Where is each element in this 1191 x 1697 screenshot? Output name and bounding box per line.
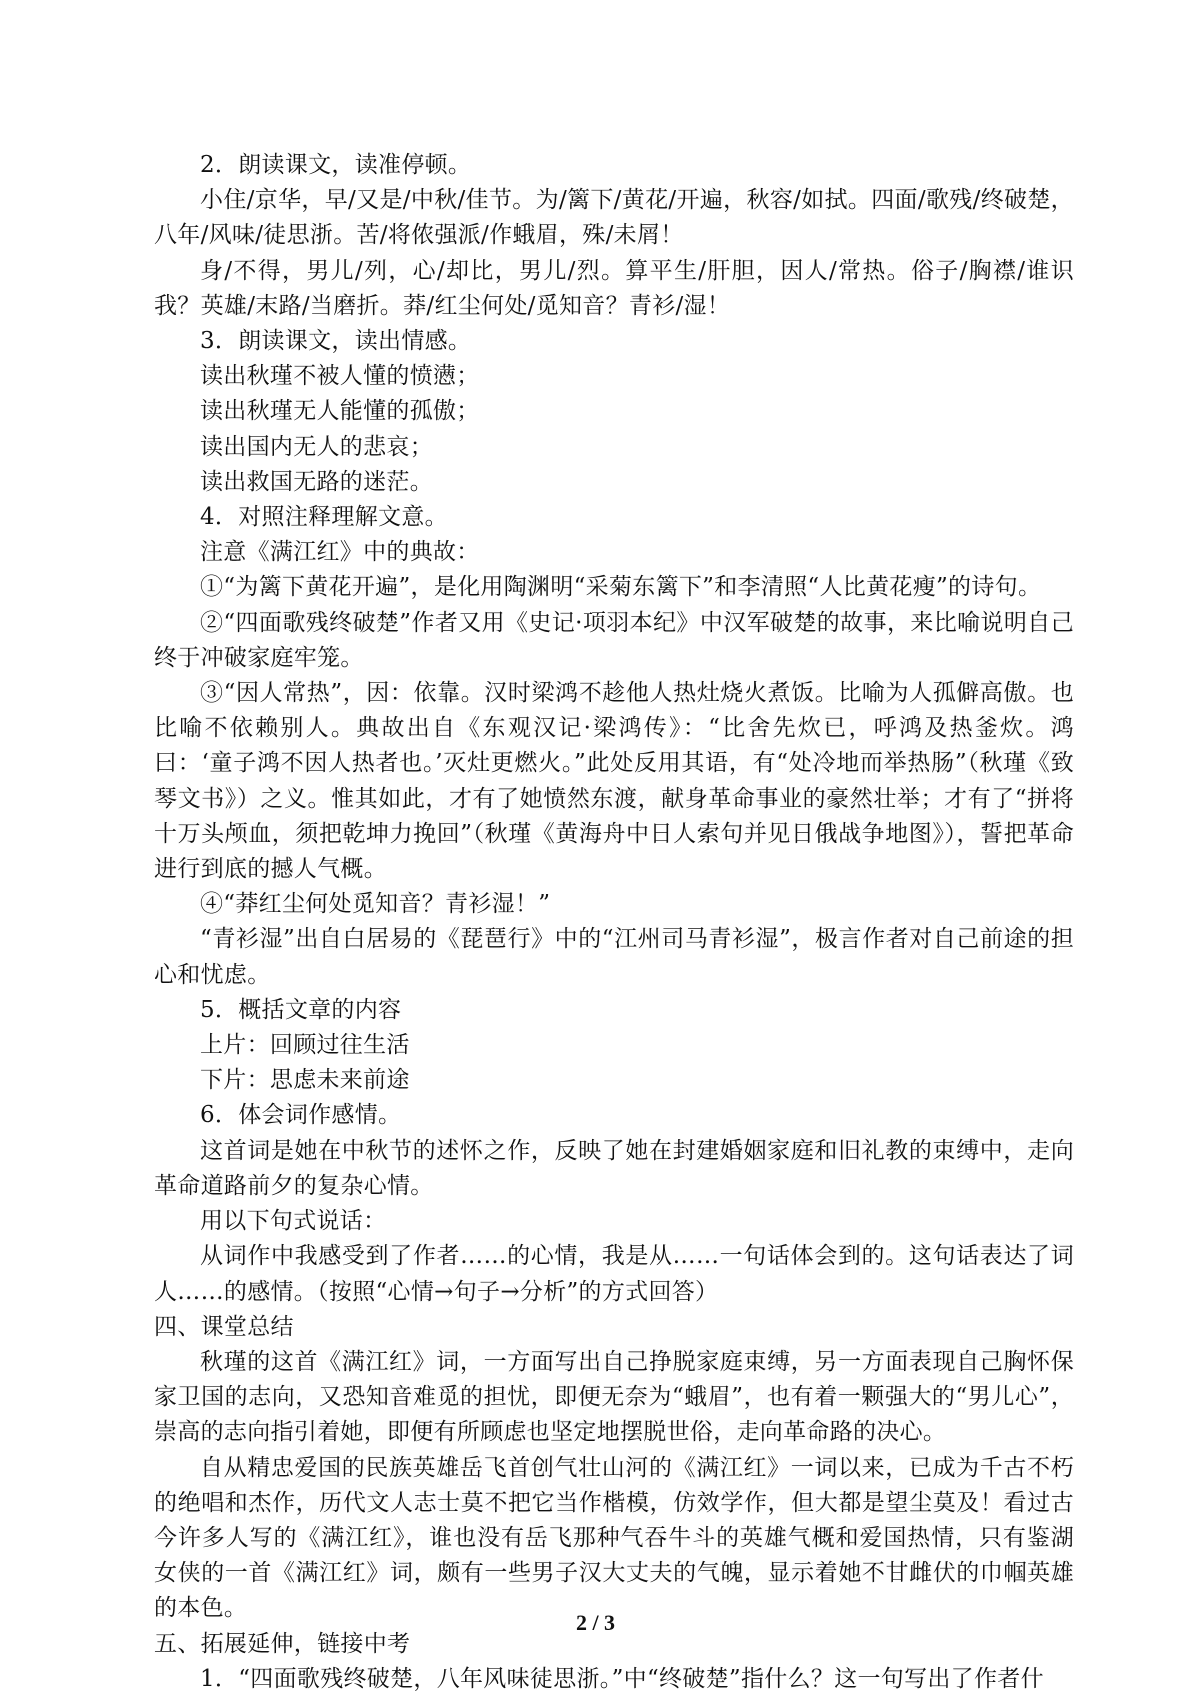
paragraph: 身/不得，男儿/列，心/却比，男儿/烈。算平生/肝胆，因人/常热。俗子/胸襟/谁识我？英雄/末路/当磨折。莽/红尘何处/觅知音？青衫/湿！ <box>154 257 1074 319</box>
paragraph: 读出国内无人的悲哀； <box>200 433 433 460</box>
section-heading: 五、拓展延伸，链接中考 <box>154 1630 411 1657</box>
paragraph: 5．概括文章的内容 <box>200 996 402 1023</box>
paragraph: 这首词是她在中秋节的述怀之作，反映了她在封建婚姻家庭和旧礼教的束缚中，走向革命道路前夕的复杂心情。 <box>154 1137 1074 1199</box>
paragraph: 注意《满江红》中的典故： <box>200 539 480 566</box>
paragraph: 小住/京华，早/又是/中秋/佳节。为/篱下/黄花/开遍，秋容/如拭。四面/歌残/终破楚，八年/风味/徒思浙。苦/将侬强派/作蛾眉，殊/未屑！ <box>154 187 1074 249</box>
paragraph: 用以下句式说话： <box>200 1208 387 1235</box>
paragraph: ②“四面歌残终破楚”作者又用《史记·项羽本纪》中汉军破楚的故事，来比喻说明自己终于冲破家庭牢笼。 <box>154 609 1074 671</box>
paragraph: 1．“四面歌残终破楚，八年风味徒思浙。”中“终破楚”指什么？这一句写出了作者什 <box>200 1665 1044 1692</box>
paragraph: 秋瑾的这首《满江红》词，一方面写出自己挣脱家庭束缚，另一方面表现自己胸怀保家卫国的志向，又恐知音难觅的担忧，即便无奈为“蛾眉”，也有着一颗强大的“男儿心”，崇高的志向指引着她，即便有所顾虑也坚定地摆脱世俗，走向革命路的决心。 <box>154 1348 1074 1446</box>
paragraph: 从词作中我感受到了作者……的心情，我是从……一句话体会到的。这句话表达了词人……的感情。（按照“心情→句子→分析”的方式回答） <box>154 1243 1074 1305</box>
paragraph: ④“莽红尘何处觅知音？青衫湿！” <box>200 891 551 918</box>
paragraph: ①“为篱下黄花开遍”，是化用陶渊明“采菊东篱下”和李清照“人比黄花瘦”的诗句。 <box>200 574 1042 601</box>
paragraph: 读出秋瑾无人能懂的孤傲； <box>200 398 480 425</box>
paragraph: 读出救国无路的迷茫。 <box>200 468 433 495</box>
paragraph: 6．体会词作感情。 <box>200 1102 402 1129</box>
paragraph: ③“因人常热”，因：依靠。汉时梁鸿不趁他人热灶烧火煮饭。比喻为人孤僻高傲。也比喻不依赖别人。典故出自《东观汉记·梁鸿传》：“比舍先炊已，呼鸿及热釜炊。鸿曰：‘童子鸿不因人热者也。’灭灶更燃火。”此处反用其语，有“处冷地而举热肠”（秋瑾《致琴文书》）之义。惟其如此，才有了她愤然东渡，献身革命事业的豪然壮举；才有了“拼将十万头颅血，须把乾坤力挽回”（秋瑾《黄海舟中日人索句并见日俄战争地图》），誓把革命进行到底的撼人气概。 <box>154 680 1074 883</box>
paragraph: 2．朗读课文，读准停顿。 <box>200 152 472 178</box>
section-heading: 四、课堂总结 <box>154 1313 294 1340</box>
paragraph: 3．朗读课文，读出情感。 <box>200 328 472 355</box>
paragraph: “青衫湿”出自白居易的《琵琶行》中的“江州司马青衫湿”，极言作者对自己前途的担心和忧虑。 <box>154 926 1074 988</box>
paragraph: 4．对照注释理解文意。 <box>200 504 448 531</box>
page-number: 2 / 3 <box>575 1610 616 1635</box>
paragraph: 自从精忠爱国的民族英雄岳飞首创气壮山河的《满江红》一词以来，已成为千古不朽的绝唱和杰作，历代文人志士莫不把它当作楷模，仿效学作，但大都是望尘莫及！看过古今许多人写的《满江红》，谁也没有岳飞那种气吞牛斗的英雄气概和爱国热情，只有鉴湖女侠的一首《满江红》词，颇有一些男子汉大丈夫的气魄，显示着她不甘雌伏的巾帼英雄的本色。 <box>154 1454 1074 1622</box>
paragraph: 下片：思虑未来前途 <box>200 1067 410 1094</box>
paragraph: 读出秋瑾不被人懂的愤懑； <box>200 363 480 390</box>
paragraph: 上片：回顾过往生活 <box>200 1032 410 1059</box>
document-body <box>154 148 1074 1697</box>
